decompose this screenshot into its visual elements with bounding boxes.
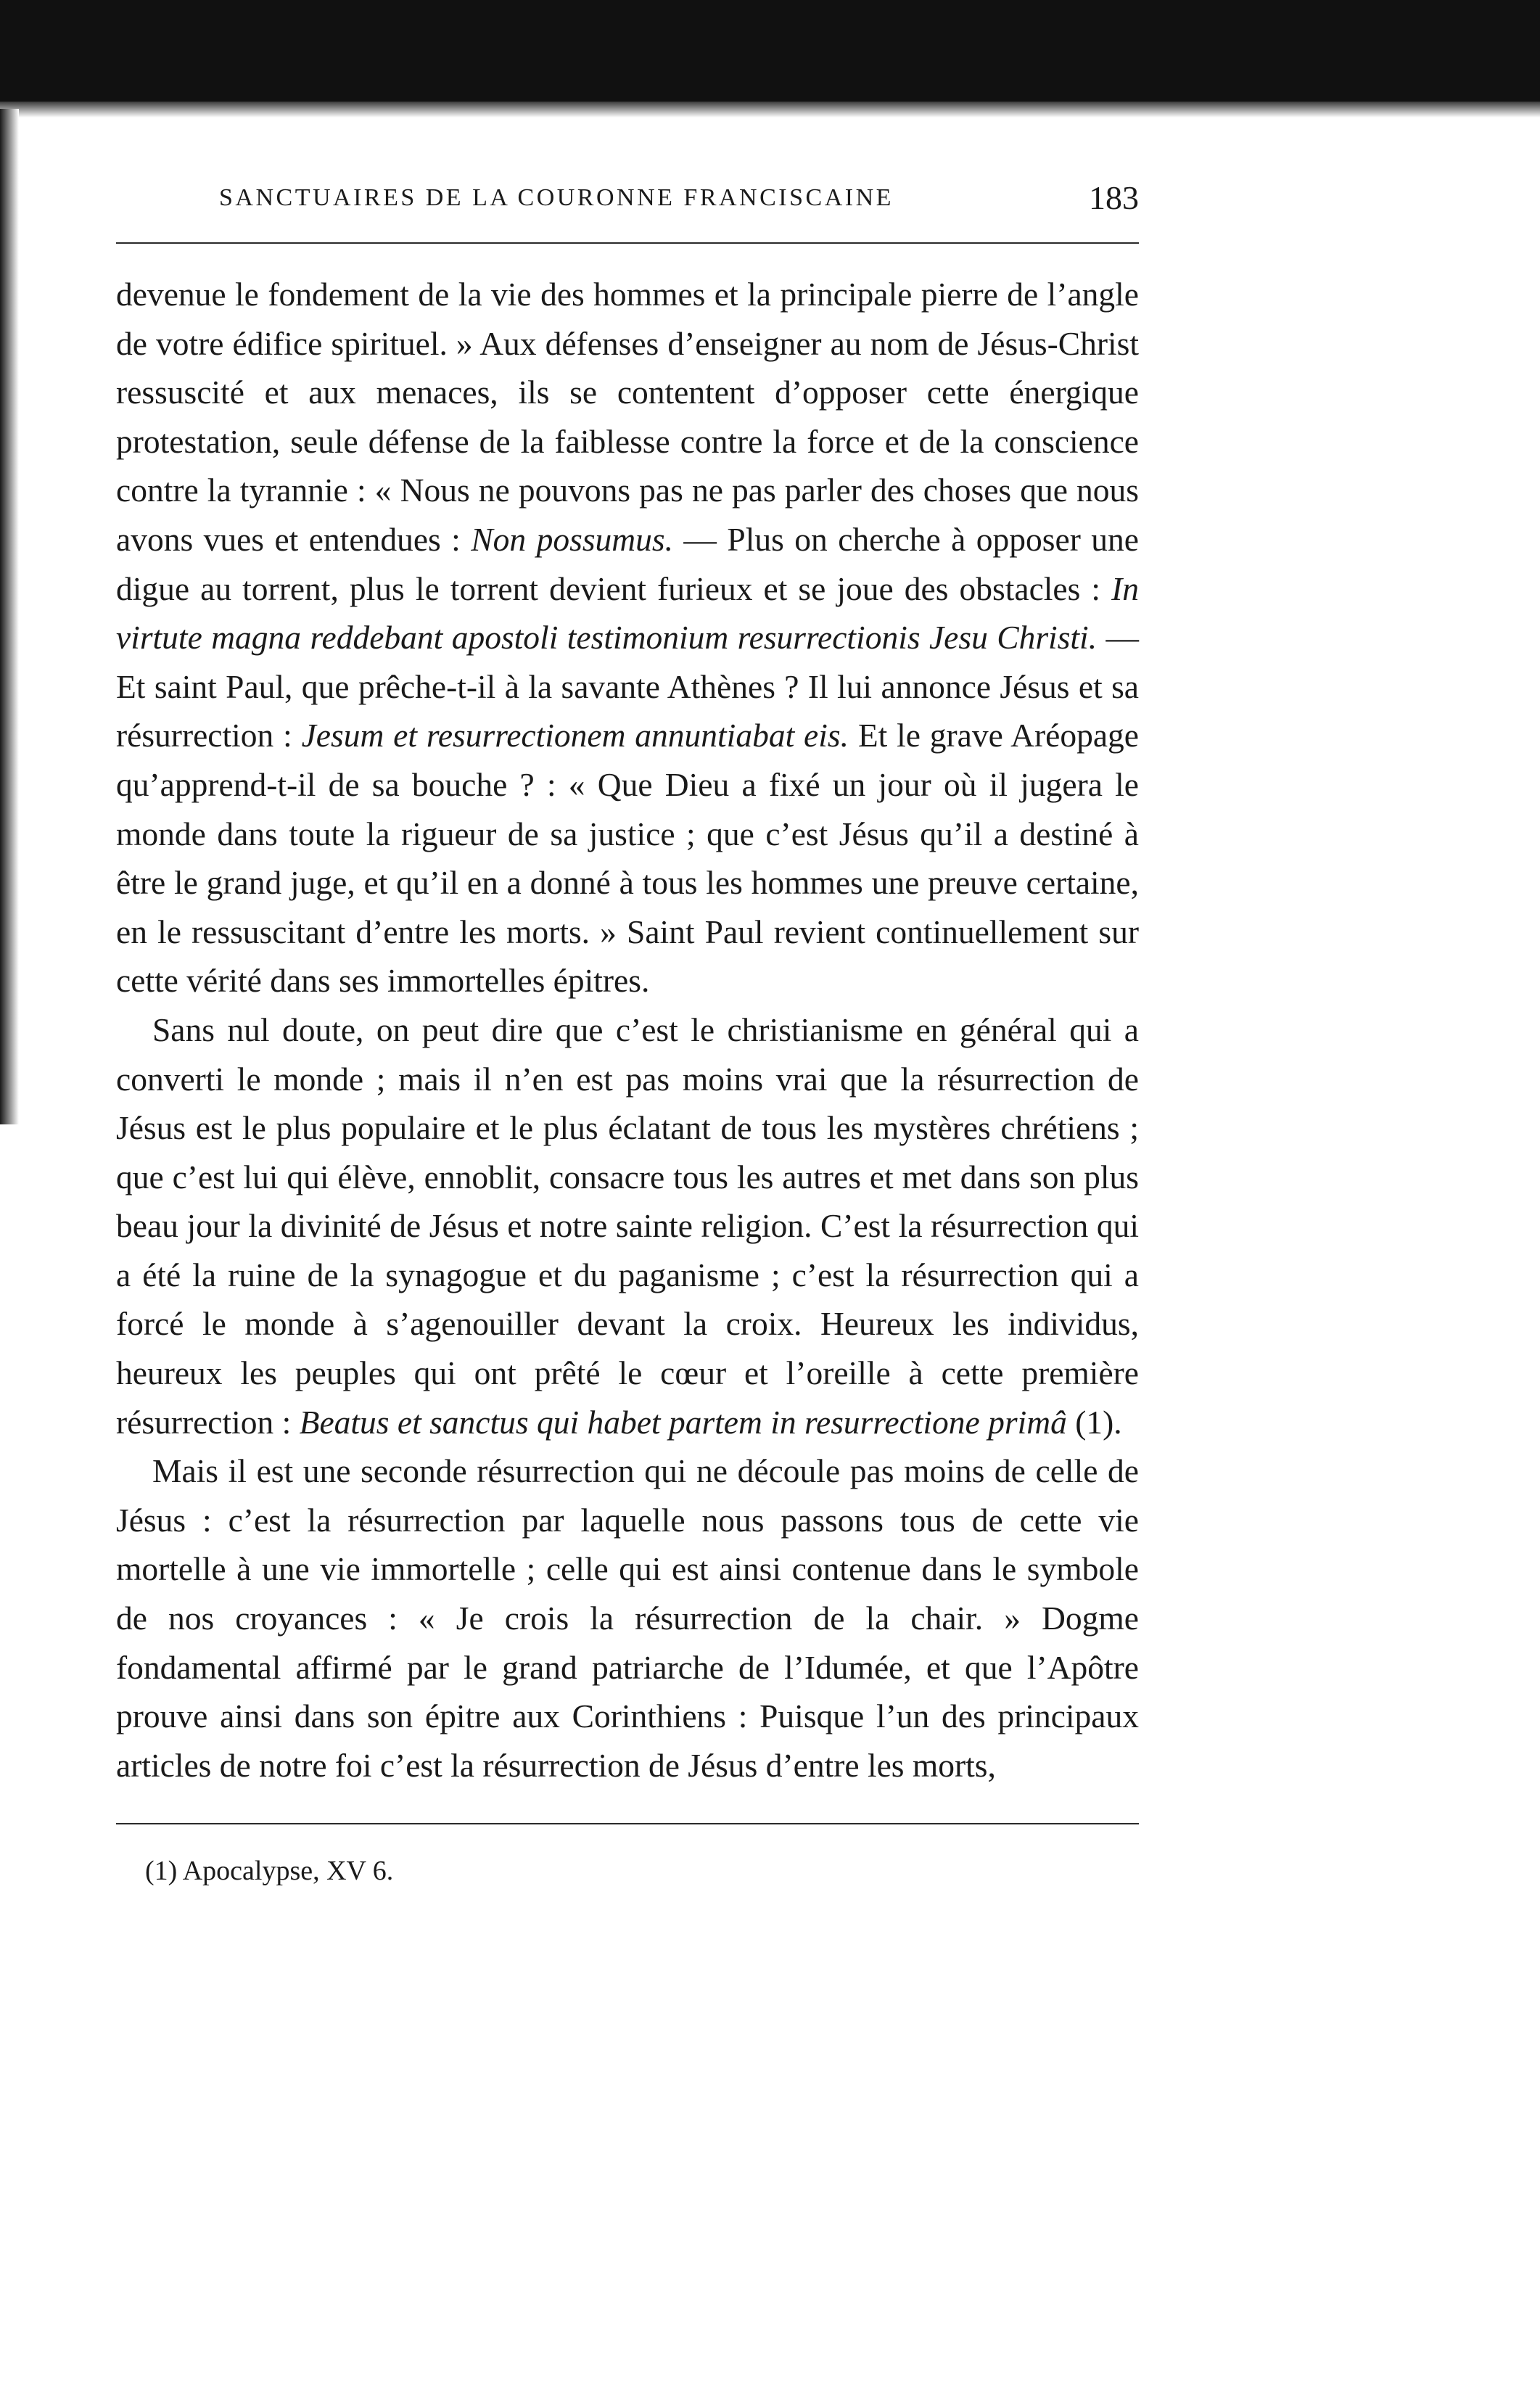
paragraph-3 [116, 1446, 1139, 1790]
latin-citation: Beatus et sanctus qui habet partem in resurrectione primâ [299, 1403, 1067, 1441]
footnote-rule [116, 1823, 1139, 1824]
text-run: (1). [1066, 1403, 1122, 1441]
text-run: Et le grave Aréopage qu’apprend-t-il de sa bouche ? : « Que Dieu a fixé un jour où il jugera le monde dans toute la rigueur de sa justice ; que c’est Jésus qu’il a destiné à être le grand juge, et qu’il en a donné à tous les hommes une preuve certaine, en le ressuscitant d’entre les morts. » Saint Paul revient continuellement sur cette vérité dans ses immortelles épitres. [116, 717, 1139, 1000]
header-rule [116, 242, 1139, 244]
latin-citation: Jesum et resurrectionem annuntiabat eis. [301, 717, 849, 754]
scan-border-top [0, 0, 1540, 102]
text-run: Sans nul doute, on peut dire que c’est le christianisme en général qui a converti le monde ; mais il n’en est pas moins vrai que la résurrection de Jésus est le plus populaire et le plus éclatant de tous les mystères chrétiens ; que c’est lui qui élève, ennoblit, consacre tous les autres et met dans son plus beau jour la divinité de Jésus et notre sainte religion. C’est la résurrection qui a été la ruine de la synagogue et du paganisme ; c’est la résurrection qui a forcé le monde à s’agenouiller devant la croix. Heureux les individus, heureux les peuples qui ont prêté le cœur et l’oreille à cette première résurrection : [116, 1011, 1139, 1441]
scan-border-left [0, 109, 19, 1124]
text-run: — Plus on cherche à opposer une digue au torrent, plus le torrent devient furieux et se joue des obstacles : [116, 520, 1140, 607]
running-head-title: SANCTUAIRES DE LA COURONNE FRANCISCAINE [219, 184, 894, 211]
running-head [116, 174, 1139, 239]
footnote: (1) Apocalypse, XV 6. [145, 1856, 394, 1887]
text-run: devenue le fondement de la vie des hommes et la principale pierre de l’angle de votre édifice spirituel. » Aux défenses d’enseigner au nom de Jésus-Christ ressuscité et aux menaces, ils se contentent d’opposer cette énergique protestation, seule défense de la faiblesse contre la force et de la conscience contre la tyrannie : « Nous ne pouvons pas ne pas parler des choses que nous avons vues et entendues : [116, 276, 1139, 558]
paragraph-2 [116, 1005, 1139, 1446]
paragraph-1 [116, 270, 1139, 1005]
scan-border-fade [0, 102, 1540, 118]
book-page [116, 174, 1139, 1887]
body-text [116, 270, 1139, 1790]
page-number: 183 [1089, 179, 1139, 216]
text-run: — Et saint Paul, que prêche-t-il à la savante Athènes ? Il lui annonce Jésus et sa résurrection : [116, 619, 1140, 754]
latin-citation: In virtute magna reddebant apostoli testimonium resurrectionis Jesu Christi. [116, 569, 1139, 657]
text-run: Mais il est une seconde résurrection qui ne découle pas moins de celle de Jésus : c’est la résurrection par laquelle nous passons tous de cette vie mortelle à une vie immortelle ; celle qui est ainsi contenue dans le symbole de nos croyances : « Je crois la résurrection de la chair. » Dogme fondamental affirmé par le grand patriarche de l’Idumée, et que l’Apôtre prouve ainsi dans son épitre aux Corinthiens : Puisque l’un des principaux articles de notre foi c’est la résurrection de Jésus d’entre les morts, [116, 1452, 1139, 1784]
latin-citation: Non possumus. [471, 520, 673, 558]
